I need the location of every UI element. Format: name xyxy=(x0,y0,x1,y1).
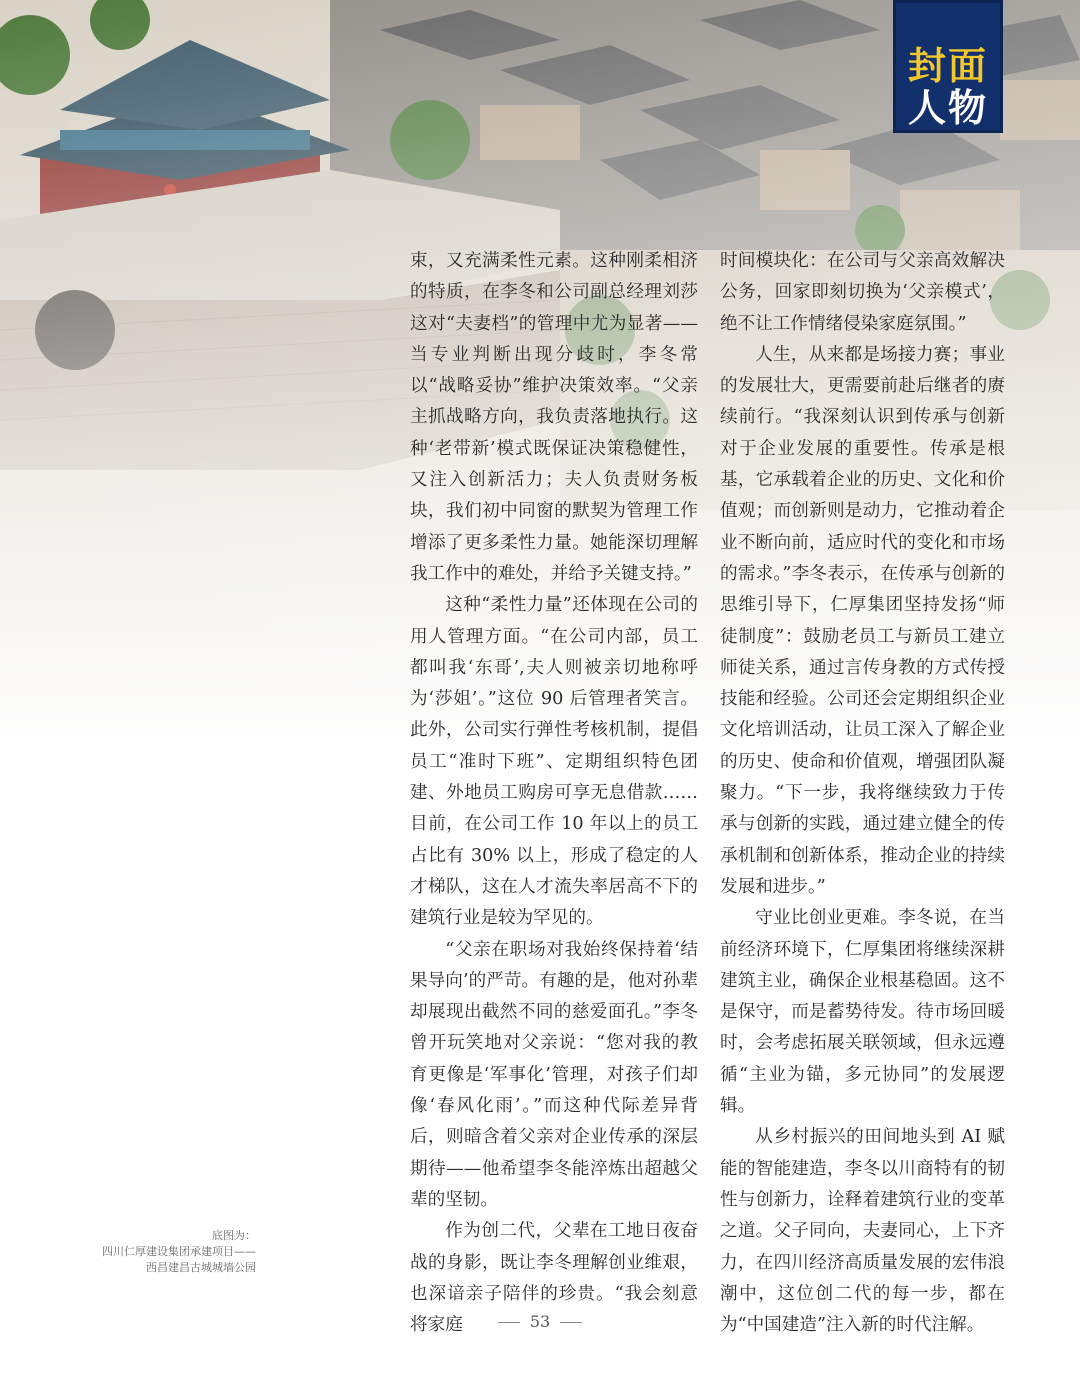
article-column-right xyxy=(720,246,1005,1341)
caption-line: 底图为： xyxy=(212,1229,256,1242)
caption-line: 四川仁厚建设集团承建项目—— xyxy=(102,1245,256,1258)
page-number xyxy=(0,1312,1080,1331)
badge-title-line1: 封面 xyxy=(907,44,988,88)
photo-caption xyxy=(60,1228,256,1276)
paragraph: 人生，从来都是场接力赛；事业的发展壮大，更需要前赴后继者的赓续前行。“我深刻认识到传承与创新对于企业发展的重要性。传承是根基，它承载着企业的历史、文化和价值观；而创新则是动力，它推动着企业不断向前，适应时代的变化和市场的需求。”李冬表示，在传承与创新的思维引导下，仁厚集团坚持发扬“师徒制度”：鼓励老员工与新员工建立师徒关系，通过言传身教的方式传授技能和经验。公司还会定期组织企业文化培训活动，让员工深入了解企业的历史、使命和价值观，增强团队凝聚力。“下一步，我将继续致力于传承与创新的实践，通过建立健全的传承机制和创新体系，推动企业的持续发展和进步。” xyxy=(720,344,1005,897)
paragraph: 这种“柔性力量”还体现在公司的用人管理方面。“在公司内部，员工都叫我‘东哥’,夫人则被亲切地称呼为‘莎姐’。”这位 90 后管理者笑言。此外，公司实行弹性考核机制，提倡员工“准时下班”、定期组织特色团建、外地员工购房可享无息借款……目前，在公司工作 10 年以上的员工占比有 30% 以上，形成了稳定的人才梯队，这在人才流失率居高不下的建筑行业是较为罕见的。 xyxy=(410,595,698,929)
paragraph: 从乡村振兴的田间地头到 AI 赋能的智能建造，李冬以川商特有的韧性与创新力，诠释着建筑行业的变革之道。父子同向，夫妻同心，上下齐力，在四川经济高质量发展的宏伟浪潮中，这位创二代的每一步，都在为“中国建造”注入新的时代注解。 xyxy=(720,1127,1005,1336)
paragraph: “父亲在职场对我始终保持着‘结果导向’的严苛。有趣的是，他对孙辈却展现出截然不同的慈爱面孔。”李冬曾开玩笑地对父亲说：“您对我的教育更像是‘军事化’管理，对孩子们却像‘春风化雨’。”而这种代际差异背后，则暗含着父亲对企业传承的深层期待——他希望李冬能淬炼出超越父辈的坚韧。 xyxy=(410,939,698,1210)
dash-left xyxy=(498,1322,520,1323)
page-number-text: 53 xyxy=(529,1312,551,1331)
article-column-left xyxy=(410,246,698,1341)
dash-right xyxy=(560,1322,582,1323)
paragraph: 时间模块化：在公司与父亲高效解决公务，回家即刻切换为‘父亲模式’，绝不让工作情绪侵染家庭氛围。” xyxy=(720,251,1005,334)
caption-line: 西昌建昌古城城墙公园 xyxy=(146,1261,256,1274)
paragraph: 守业比创业更难。李冬说，在当前经济环境下，仁厚集团将继续深耕建筑主业，确保企业根基稳固。这不是保守，而是蓄势待发。待市场回暖时，会考虑拓展关联领域，但永远遵循“主业为锚，多元协同”的发展逻辑。 xyxy=(720,908,1005,1117)
badge-title-line2: 人物 xyxy=(907,86,988,130)
section-badge xyxy=(893,0,1003,133)
paragraph: 作为创二代，父辈在工地日夜奋战的身影，既让李冬理解创业维艰，也深谙亲子陪伴的珍贵。“我会刻意将家庭 xyxy=(410,1221,698,1336)
paragraph: 束，又充满柔性元素。这种刚柔相济的特质，在李冬和公司副总经理刘莎这对“夫妻档”的管理中尤为显著——当专业判断出现分歧时，李冬常以“战略妥协”维护决策效率。“父亲主抓战略方向，我负责落地执行。这种‘老带新’模式既保证决策稳健性，又注入创新活力；夫人负责财务板块，我们初中同窗的默契为管理工作增添了更多柔性力量。她能深切理解我工作中的难处，并给予关键支持。” xyxy=(410,251,698,584)
